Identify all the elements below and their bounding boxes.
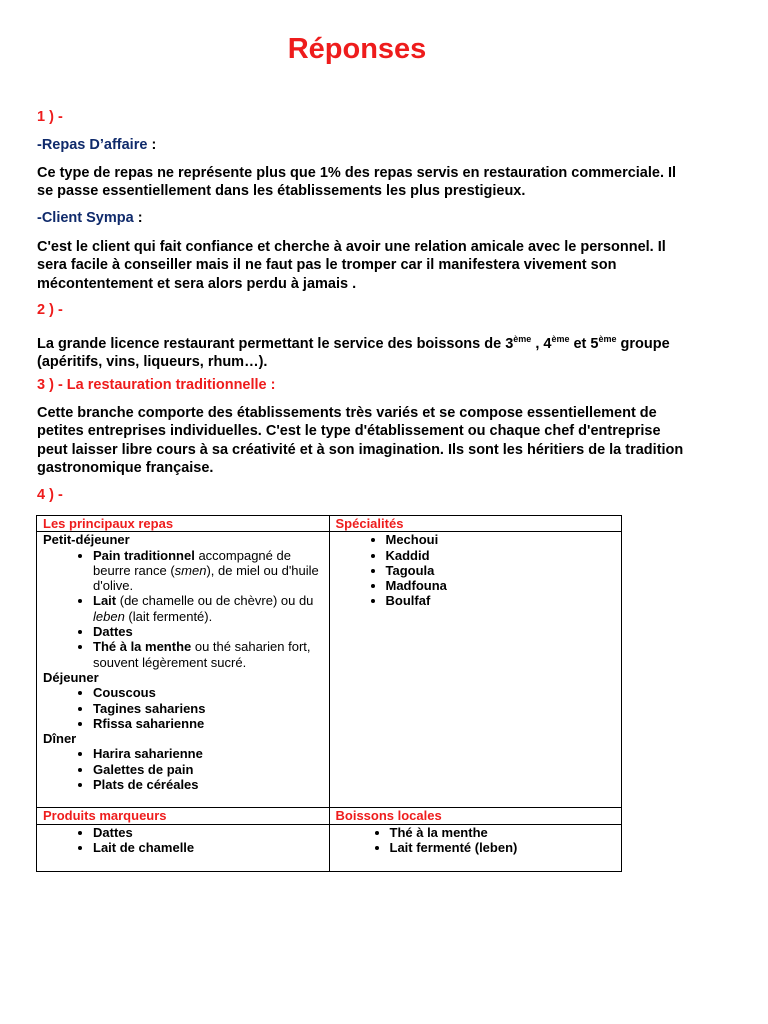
- list-item: • Rfissa saharienne: [93, 716, 323, 731]
- answer-2-number: 2 ) -: [37, 302, 63, 318]
- term-colon: :: [151, 137, 157, 153]
- subheading-diner: Dîner: [43, 731, 77, 747]
- list-item: [93, 593, 323, 624]
- header-specialites: Spécialités: [329, 516, 622, 532]
- term-colon: :: [137, 210, 143, 226]
- superscript: ème: [598, 334, 617, 344]
- page-title: Réponses: [287, 33, 427, 65]
- text-part: La grande licence restaurant permettant le service des boissons de 3: [37, 335, 514, 352]
- cell-principaux-repas: [37, 532, 330, 808]
- list-item: • Madfouna: [386, 578, 616, 593]
- list-item: [93, 548, 323, 594]
- answer-4-number: 4 ) -: [37, 487, 63, 503]
- text-part: groupe (apéritifs, vins, liqueurs, rhum…).: [37, 335, 670, 371]
- item-bold: Thé à la menthe: [93, 639, 192, 655]
- list-item: • Dattes: [93, 825, 323, 840]
- list-item: • Lait de chamelle: [93, 840, 323, 855]
- term-label: -Repas D’affaire: [37, 137, 148, 153]
- list-item: • Harira saharienne: [93, 746, 323, 761]
- cell-produits-marqueurs: [37, 824, 330, 871]
- subheading-petit-dejeuner: Petit-déjeuner: [43, 532, 130, 548]
- list-produits: [43, 825, 323, 856]
- text-part: et 5: [569, 335, 599, 352]
- meals-table: [36, 515, 622, 872]
- term-repas-affaire: [37, 137, 156, 153]
- answer-1-number: 1 ) -: [37, 109, 63, 125]
- list-boissons: [336, 825, 616, 856]
- list-item: • Plats de céréales: [93, 777, 323, 792]
- list-item: • Dattes: [93, 624, 323, 639]
- list-item: [93, 639, 323, 670]
- item-text: (lait fermenté).: [124, 608, 213, 624]
- list-specialites: [336, 532, 616, 608]
- item-bold: Lait: [93, 593, 117, 609]
- header-produits-marqueurs: Produits marqueurs: [37, 808, 330, 824]
- list-item: • Tagoula: [386, 563, 616, 578]
- list-item: • Kaddid: [386, 548, 616, 563]
- item-bold: Pain traditionnel: [93, 547, 195, 563]
- item-text: ou thé saharien fort, souvent légèrement sucré.: [93, 639, 311, 670]
- list-item: • Mechoui: [386, 532, 616, 547]
- subheading-dejeuner: Déjeuner: [43, 669, 99, 685]
- header-principaux-repas: Les principaux repas: [37, 516, 330, 532]
- list-item: • Tagines sahariens: [93, 701, 323, 716]
- list-item: • Couscous: [93, 685, 323, 700]
- cell-boissons-locales: [329, 824, 622, 871]
- list-diner: [43, 746, 323, 792]
- header-boissons-locales: Boissons locales: [329, 808, 622, 824]
- text-part: , 4: [531, 335, 552, 352]
- term-client-sympa: [37, 210, 143, 226]
- answer-3-text: Cette branche comporte des établissements très variés et se compose essentiellement de petites entreprises individuelles. C'est le type d'établissement ou chaque chef d'entreprise peut laisser libre cours à sa créativité et à son imagination. Ils sont les héritiers de la tradition gastronomique française.: [37, 405, 684, 477]
- superscript: ème: [513, 334, 532, 344]
- list-item: • Thé à la menthe: [390, 825, 616, 840]
- cell-specialites: [329, 532, 622, 808]
- answer-2-text: [37, 330, 687, 372]
- item-text: ), de miel ou d'huile d'olive.: [93, 562, 319, 594]
- item-text: accompagné de beurre rance (: [93, 547, 291, 578]
- definition-client-sympa: C'est le client qui fait confiance et cherche à avoir une relation amicale avec le personnel. Il sera facile à conseiller mais il ne faut pas le tromper car il manifestera vivement son mécontentement et sera alors perdu à jamais .: [37, 239, 666, 292]
- list-item: • Galettes de pain: [93, 762, 323, 777]
- list-item: • Lait fermenté (leben): [390, 840, 616, 855]
- item-italic: leben: [93, 608, 125, 624]
- answer-3-heading: 3 ) - La restauration traditionnelle :: [37, 377, 276, 393]
- list-item: • Boulfaf: [386, 593, 616, 608]
- definition-repas-affaire: Ce type de repas ne représente plus que 1% des repas servis en restauration commerciale. Il se passe essentiellement dans les établissements les plus prestigieux.: [37, 165, 677, 200]
- superscript: ème: [551, 334, 570, 344]
- term-label: -Client Sympa: [37, 210, 134, 226]
- list-dejeuner: [43, 685, 323, 731]
- list-petit-dejeuner: [43, 548, 323, 670]
- item-text: (de chamelle ou de chèvre) ou du: [116, 593, 314, 609]
- item-italic: smen: [174, 562, 207, 578]
